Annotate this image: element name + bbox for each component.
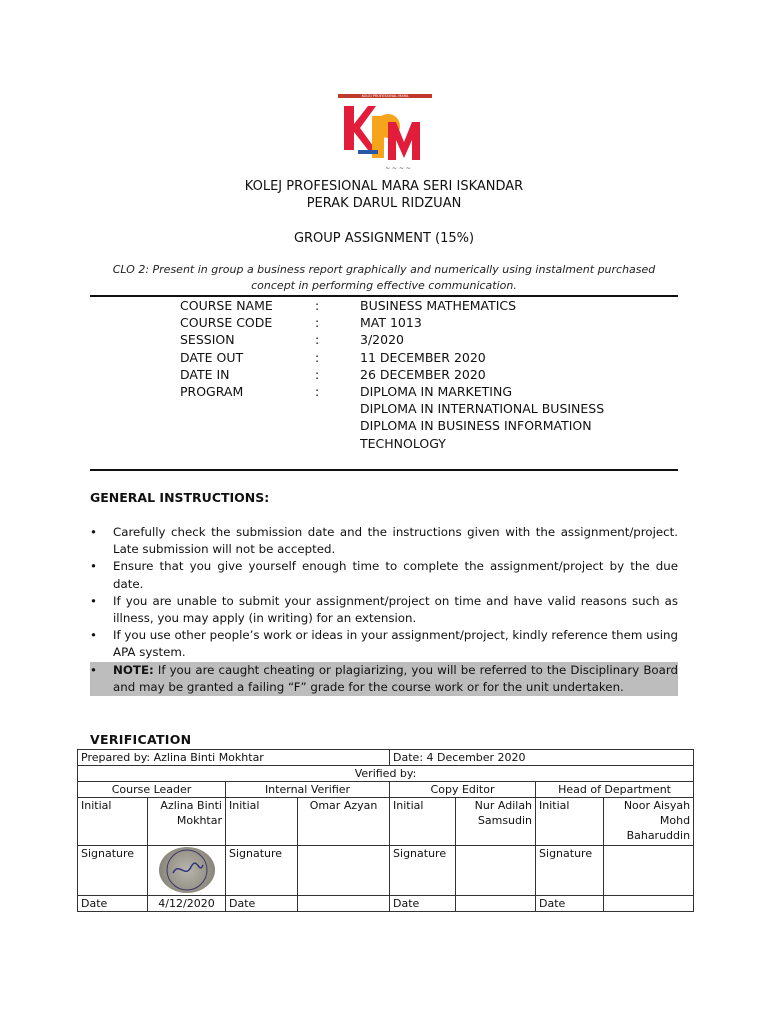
list-item-text: Carefully check the submission date and the instructions given with the assignment/project. Late submission will not be accepted. — [113, 525, 678, 557]
table-row — [78, 846, 694, 896]
logo-tagline: KOLEJ PROFESIONAL MARA — [361, 94, 409, 98]
clo-statement — [100, 262, 668, 294]
instructions-heading: GENERAL INSTRUCTIONS: — [90, 490, 270, 505]
initial-label: Initial — [390, 798, 456, 846]
info-value: DIPLOMA IN MARKETING — [360, 383, 513, 399]
info-sep: : — [315, 332, 320, 348]
internal-verifier-name: Omar Azyan — [298, 798, 390, 846]
info-row — [180, 366, 680, 383]
signature-label: Signature — [536, 846, 604, 896]
table-row — [78, 750, 694, 766]
info-row — [180, 400, 680, 417]
info-value: BUSINESS MATHEMATICS — [360, 298, 517, 313]
course-leader-name: Azlina Binti Mokhtar — [148, 798, 226, 846]
list-item-text: If you use other people’s work or ideas in your assignment/project, kindly reference them using APA system. — [113, 628, 678, 660]
date-label: Date — [390, 896, 456, 912]
info-row — [180, 314, 680, 331]
date-cell — [456, 896, 536, 912]
table-row — [78, 782, 694, 798]
verified-by: Verified by: — [78, 766, 694, 782]
date-cell — [298, 896, 390, 912]
signature-label: Signature — [226, 846, 298, 896]
info-sep: : — [315, 349, 320, 365]
initial-label: Initial — [536, 798, 604, 846]
signature-cell — [604, 846, 694, 896]
list-item: • If you are unable to submit your assignment/project on time and have valid reasons such as illness, you may apply (in writing) for an extension. — [90, 593, 678, 626]
prepared-date: Date: 4 December 2020 — [390, 750, 694, 766]
info-key: PROGRAM — [180, 383, 244, 399]
date-cell — [604, 896, 694, 912]
list-item-text: If you are unable to submit your assignment/project on time and have valid reasons such as illness, you may apply (in writing) for an extension. — [113, 593, 678, 626]
role-header: Head of Department — [536, 782, 694, 798]
course-leader-date: 4/12/2020 — [148, 896, 226, 912]
date-label: Date — [226, 896, 298, 912]
clo-line-2: concept in performing effective communication. — [251, 279, 517, 292]
signature-stamp-image — [159, 847, 215, 893]
list-item: • Carefully check the submission date and the instructions given with the assignment/project. Late submission will not be accepted. — [90, 525, 678, 557]
info-row — [180, 417, 680, 434]
list-item: • Ensure that you give yourself enough time to complete the assignment/project by the due date. — [90, 559, 678, 591]
note-item: • NOTE: If you are caught cheating or plagiarizing, you will be referred to the Disciplinary Board and may be granted a failing “F” grade for the course work or for the unit undertaken. — [90, 662, 678, 696]
course-info — [180, 297, 680, 452]
info-row — [180, 383, 680, 400]
info-value: 3/2020 — [360, 332, 404, 348]
signature-cell — [298, 846, 390, 896]
clo-line-1: CLO 2: Present in group a business report graphically and numerically using instalment purchased — [112, 263, 656, 276]
prepared-by: Prepared by: Azlina Binti Mokhtar — [78, 750, 390, 766]
svg-text:~ ~ ~ ~: ~ ~ ~ ~ — [385, 165, 411, 172]
kpm-logo — [338, 92, 432, 174]
info-row — [180, 297, 680, 314]
assignment-title: GROUP ASSIGNMENT (15%) — [293, 231, 475, 246]
info-row — [180, 435, 680, 452]
info-sep: : — [315, 383, 320, 399]
college-location: PERAK DARUL RIDZUAN — [306, 196, 462, 211]
signature-cell — [456, 846, 536, 896]
info-key: SESSION — [180, 332, 235, 348]
info-value: 26 DECEMBER 2020 — [360, 366, 486, 382]
role-header: Internal Verifier — [226, 782, 390, 798]
initial-label: Initial — [78, 798, 148, 846]
program-extra: TECHNOLOGY — [360, 435, 446, 451]
table-row — [78, 798, 694, 846]
initial-label: Initial — [226, 798, 298, 846]
note-label: NOTE: — [113, 662, 154, 677]
table-row — [78, 896, 694, 912]
date-label: Date — [536, 896, 604, 912]
bottom-rule — [90, 469, 678, 471]
info-key: DATE IN — [180, 366, 230, 382]
program-extra: DIPLOMA IN INTERNATIONAL BUSINESS — [360, 401, 605, 417]
college-name: KOLEJ PROFESIONAL MARA SERI ISKANDAR — [244, 179, 524, 194]
program-extra: DIPLOMA IN BUSINESS INFORMATION — [360, 418, 592, 434]
signature-label: Signature — [78, 846, 148, 896]
info-key: COURSE NAME — [180, 298, 273, 313]
table-row — [78, 766, 694, 782]
info-sep: : — [315, 298, 320, 313]
info-key: COURSE CODE — [180, 315, 273, 331]
info-value: MAT 1013 — [360, 315, 422, 331]
info-sep: : — [315, 315, 320, 331]
info-row — [180, 331, 680, 348]
info-row — [180, 349, 680, 366]
instructions-list — [90, 524, 678, 696]
info-value: 11 DECEMBER 2020 — [360, 349, 486, 365]
info-key: DATE OUT — [180, 349, 244, 365]
list-item-text: Ensure that you give yourself enough time to complete the assignment/project by the due date. — [113, 559, 678, 591]
verification-table — [77, 749, 694, 912]
signature-cell — [148, 846, 226, 896]
date-label: Date — [78, 896, 148, 912]
info-sep: : — [315, 366, 320, 382]
note-text: If you are caught cheating or plagiarizing, you will be referred to the Disciplinary Board and may be granted a failing “F” grade for the course work or for the unit undertaken. — [113, 662, 678, 694]
signature-label: Signature — [390, 846, 456, 896]
verification-heading: VERIFICATION — [90, 732, 192, 747]
role-header: Copy Editor — [390, 782, 536, 798]
list-item: • If you use other people’s work or ideas in your assignment/project, kindly reference them using APA system. — [90, 628, 678, 660]
head-of-department-name: Noor Aisyah Mohd Baharuddin — [604, 798, 694, 846]
role-header: Course Leader — [78, 782, 226, 798]
copy-editor-name: Nur Adilah Samsudin — [456, 798, 536, 846]
